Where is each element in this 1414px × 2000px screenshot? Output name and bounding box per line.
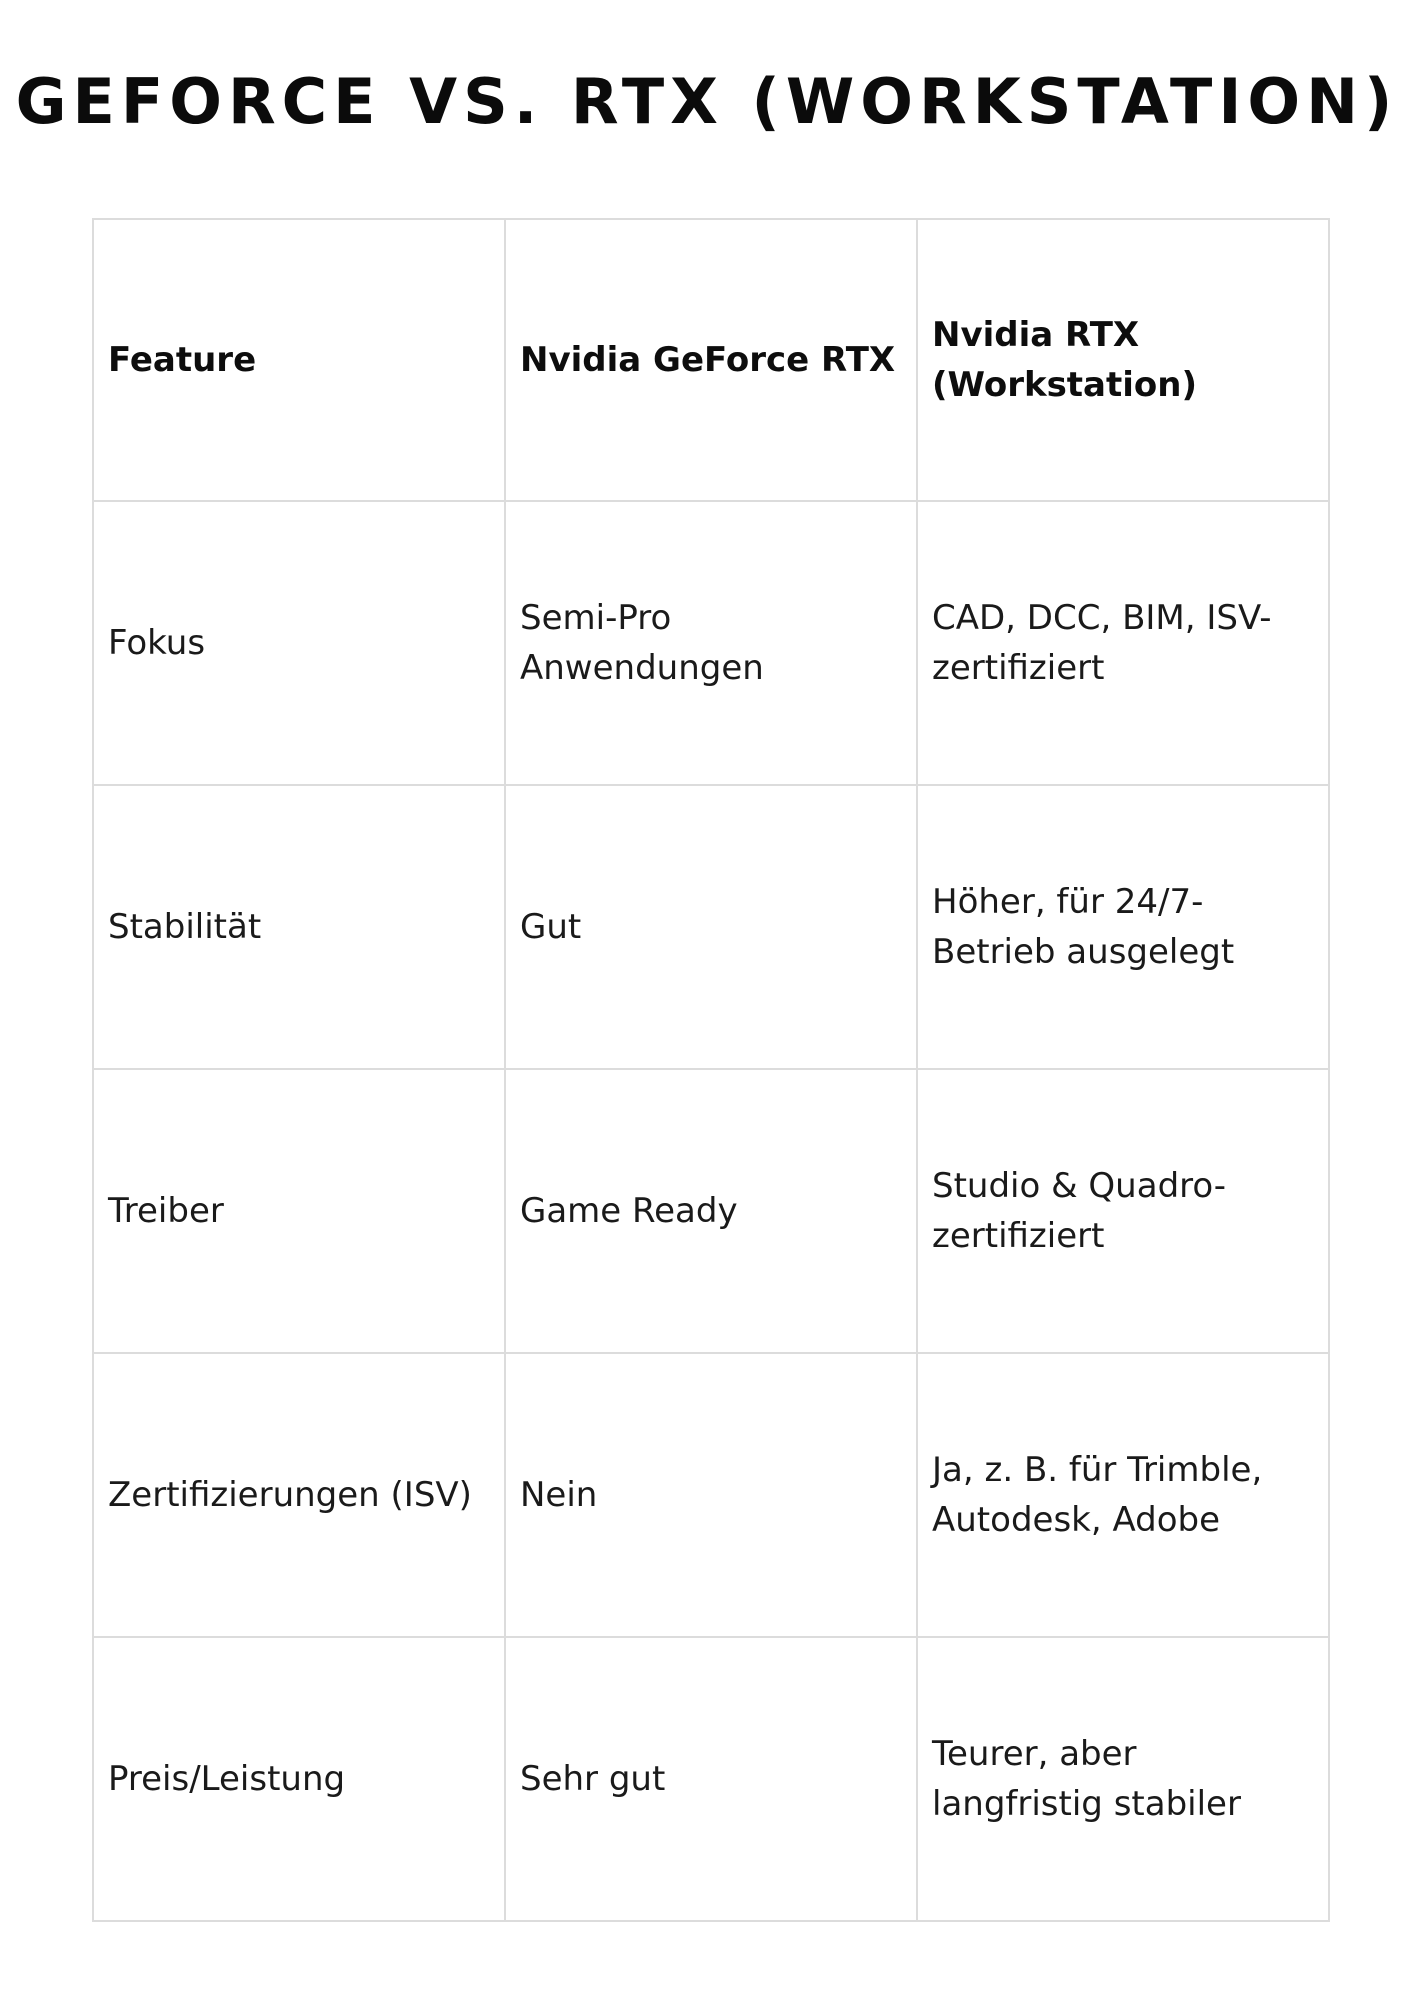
row-workstation-cell: CAD, DCC, BIM, ISV-zertifiziert xyxy=(917,501,1329,785)
row-feature-cell: Treiber xyxy=(93,1069,505,1353)
row-feature-cell: Fokus xyxy=(93,501,505,785)
page-title: GEFORCE VS. RTX (WORKSTATION) xyxy=(15,65,1399,138)
row-geforce-cell: Nein xyxy=(505,1353,917,1637)
row-feature-cell: Preis/Leistung xyxy=(93,1637,505,1921)
row-geforce-cell: Gut xyxy=(505,785,917,1069)
row-workstation-cell: Studio & Quadro-zertifiziert xyxy=(917,1069,1329,1353)
table-row xyxy=(93,1353,1329,1637)
table-row xyxy=(93,785,1329,1069)
row-feature-cell: Stabilität xyxy=(93,785,505,1069)
table-row xyxy=(93,1637,1329,1921)
row-workstation-cell: Teurer, aber langfristig stabiler xyxy=(917,1637,1329,1921)
row-workstation-cell: Höher, für 24/7-Betrieb ausgelegt xyxy=(917,785,1329,1069)
row-feature-cell: Zertifizierungen (ISV) xyxy=(93,1353,505,1637)
comparison-table xyxy=(92,218,1330,1922)
table-header-row xyxy=(93,219,1329,501)
header-feature: Feature xyxy=(93,219,505,501)
row-geforce-cell: Sehr gut xyxy=(505,1637,917,1921)
header-geforce-rtx: Nvidia GeForce RTX xyxy=(505,219,917,501)
header-rtx-workstation: Nvidia RTX (Workstation) xyxy=(917,219,1329,501)
row-geforce-cell: Game Ready xyxy=(505,1069,917,1353)
row-workstation-cell: Ja, z. B. für Trimble, Autodesk, Adobe xyxy=(917,1353,1329,1637)
table-row xyxy=(93,1069,1329,1353)
table-row xyxy=(93,501,1329,785)
row-geforce-cell: Semi-Pro Anwendungen xyxy=(505,501,917,785)
